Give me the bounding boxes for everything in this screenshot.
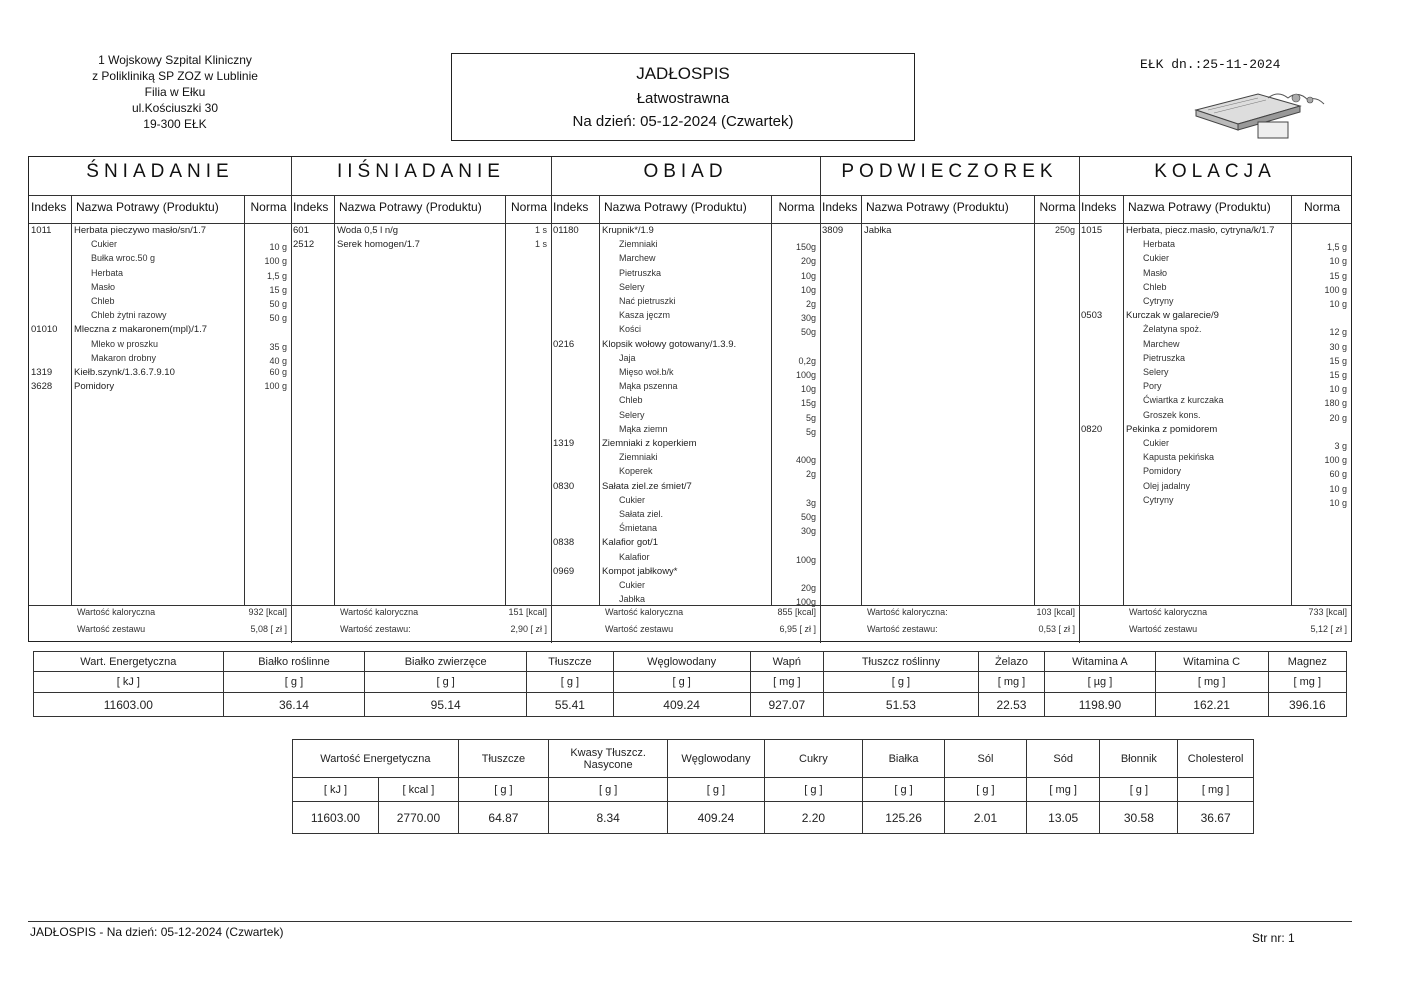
dish-name: Kurczak w galarecie/9 <box>1126 310 1219 322</box>
nutrient-header: Białko roślinne <box>223 652 365 672</box>
row-norm: 60 g <box>269 367 287 377</box>
row-norm: 250g <box>1054 225 1075 235</box>
kcal-label: Wartość kaloryczna: <box>867 607 948 617</box>
ingredient-name: Selery <box>1143 367 1169 377</box>
dish-name: Woda 0,5 l n/g <box>337 225 399 236</box>
label-nutrient-header: Sód <box>1026 740 1100 778</box>
row-index: 1015 <box>1081 225 1103 236</box>
cost-label: Wartość zestawu: <box>867 624 938 634</box>
ingredient-name: Masło <box>1143 267 1168 278</box>
row-index: 0820 <box>1081 423 1103 435</box>
label-nutrient-unit: [ kJ ] <box>293 778 379 802</box>
label-nutrient-value: 2770.00 <box>379 802 459 834</box>
page-number: Str nr: 1 <box>1252 931 1295 945</box>
row-norm: 150g <box>795 242 816 253</box>
dish-name: Kalafior got/1 <box>602 537 658 549</box>
ingredient-name: Bułka wroc.50 g <box>91 253 156 264</box>
label-nutrient-unit: [ mg ] <box>1178 778 1254 802</box>
ingredient-name: Nać pietruszki <box>619 296 676 306</box>
nutrient-unit: [ mg ] <box>978 672 1044 693</box>
cost-label: Wartość zestawu <box>77 624 146 634</box>
hospital-line: 19-300 EŁK <box>143 117 207 131</box>
column-header-norm: Norma <box>250 200 287 214</box>
row-norm: 3 g <box>1334 441 1347 451</box>
ingredient-name: Mleko w proszku <box>91 338 159 349</box>
title-box <box>451 53 915 141</box>
dish-name: Herbata pieczywo masło/sn/1.7 <box>74 225 207 236</box>
label-nutrient-unit: [ g ] <box>863 778 945 802</box>
row-norm: 15 g <box>1329 355 1347 366</box>
ingredient-name: Olej jadalny <box>1143 480 1191 491</box>
kcal-label: Wartość kaloryczna <box>605 607 684 617</box>
ingredient-name: Pietruszka <box>1143 352 1186 363</box>
dish-name: Pomidory <box>74 381 115 393</box>
row-index: 0830 <box>553 480 575 492</box>
ingredient-name: Pory <box>1143 381 1162 392</box>
ingredient-name: Jaja <box>619 352 636 363</box>
kcal-value: 103 [kcal] <box>1036 607 1075 617</box>
column-header-index: Indeks <box>293 200 329 214</box>
row-norm: 15 g <box>1329 370 1347 380</box>
energy-header: Wartość Energetyczna <box>293 740 459 778</box>
cost-value: 0,53 [ zł ] <box>1038 624 1075 634</box>
row-norm: 12 g <box>1329 327 1347 338</box>
row-index: 01010 <box>31 324 58 336</box>
meal-title-dinner: KOLACJA <box>1154 161 1276 182</box>
cost-value: 5,08 [ zł ] <box>250 624 287 634</box>
column-header-name: Nazwa Potrawy (Produktu) <box>866 200 1009 214</box>
row-norm: 30g <box>800 526 816 537</box>
nutrient-value: 927.07 <box>750 693 824 717</box>
ingredient-name: Cukier <box>619 580 646 590</box>
ingredient-name: Sałata ziel. <box>619 509 664 519</box>
row-norm: 60 g <box>1329 469 1347 480</box>
column-header-norm: Norma <box>1303 200 1340 214</box>
label-nutrient-unit: [ g ] <box>945 778 1027 802</box>
cost-value: 5,12 [ zł ] <box>1310 624 1347 634</box>
nutrient-value: 22.53 <box>978 693 1044 717</box>
row-norm: 1,5 g <box>266 270 287 281</box>
hospital-line: Filia w Ełku <box>144 85 206 99</box>
cost-label: Wartość zestawu: <box>340 624 411 634</box>
dish-name: Herbata, piecz.masło, cytryna/k/1.7 <box>1126 225 1275 236</box>
row-norm: 10 g <box>1329 384 1347 395</box>
nutrient-header: Tłuszcz roślinny <box>824 652 979 672</box>
label-nutrient-value: 13.05 <box>1026 802 1100 834</box>
column-header-index: Indeks <box>1081 200 1117 214</box>
row-index: 01180 <box>553 225 579 236</box>
label-nutrient-value: 125.26 <box>863 802 945 834</box>
nutrient-value: 1198.90 <box>1045 693 1156 717</box>
row-norm: 50 g <box>269 313 287 324</box>
row-index: 3809 <box>822 225 844 236</box>
nutrient-value: 36.14 <box>223 693 365 717</box>
ingredient-name: Śmietana <box>619 523 658 534</box>
nutrient-unit: [ µg ] <box>1045 672 1156 693</box>
label-nutrient-unit: [ mg ] <box>1026 778 1100 802</box>
row-norm: 100g <box>795 554 816 565</box>
row-norm: 0,2g <box>798 355 816 366</box>
label-nutrient-header: Tłuszcze <box>458 740 548 778</box>
ingredient-name: Masło <box>91 281 116 292</box>
label-nutrient-header: Kwasy Tłuszcz. Nasycone <box>549 740 668 778</box>
meal-title-lunch: OBIAD <box>643 161 728 182</box>
nutrient-header: Wapń <box>750 652 824 672</box>
ingredient-name: Kasza jęczm <box>619 310 671 321</box>
page-title: JADŁOSPIS <box>636 64 730 83</box>
menu-date: Na dzień: 05-12-2024 (Czwartek) <box>572 113 794 130</box>
footer-divider <box>28 921 1352 922</box>
label-nutrient-unit: [ g ] <box>1100 778 1178 802</box>
dish-name: Pekinka z pomidorem <box>1126 423 1218 435</box>
row-norm: 5g <box>805 426 816 437</box>
row-norm: 10g <box>800 270 816 281</box>
row-index: 1011 <box>31 225 52 236</box>
ingredient-name: Cukier <box>1143 253 1170 264</box>
row-norm: 30g <box>800 313 816 324</box>
ingredient-name: Groszek kons. <box>1143 409 1201 420</box>
nutrient-value: 11603.00 <box>34 693 224 717</box>
dish-name: Sałata ziel.ze śmiet/7 <box>602 480 692 492</box>
row-norm: 2g <box>805 469 816 480</box>
row-index: 0216 <box>553 338 575 350</box>
cost-value: 6,95 [ zł ] <box>779 624 816 634</box>
label-nutrient-value: 2.01 <box>945 802 1027 834</box>
diet-name: Łatwostrawna <box>636 90 730 107</box>
row-norm: 1,5 g <box>1326 242 1347 253</box>
kcal-value: 733 [kcal] <box>1308 607 1347 617</box>
row-index: 0838 <box>553 537 575 549</box>
ingredient-name: Żelatyna spoż. <box>1143 324 1202 335</box>
hospital-line: z Polikliniką SP ZOZ w Lublinie <box>92 69 258 83</box>
kcal-label: Wartość kaloryczna <box>340 607 419 617</box>
ingredient-name: Pietruszka <box>619 267 662 278</box>
row-norm: 400g <box>795 455 816 466</box>
row-index: 601 <box>293 225 309 236</box>
row-norm: 50 g <box>269 299 287 309</box>
nutrition-table-label <box>292 739 1254 834</box>
nutrient-unit: [ g ] <box>527 672 614 693</box>
label-nutrient-value: 2.20 <box>764 802 862 834</box>
row-norm: 20g <box>800 256 816 267</box>
ingredient-name: Herbata <box>91 267 124 278</box>
row-norm: 1 s <box>534 225 547 235</box>
ingredient-name: Cytryny <box>1143 494 1174 505</box>
label-nutrient-value: 8.34 <box>549 802 668 834</box>
ingredient-name: Chleb <box>91 296 115 306</box>
nutrient-value: 409.24 <box>613 693 750 717</box>
issue-date: EŁK dn.:25-11-2024 <box>1140 57 1281 72</box>
row-index: 0503 <box>1081 310 1103 322</box>
label-nutrient-header: Białka <box>863 740 945 778</box>
label-nutrient-header: Błonnik <box>1100 740 1178 778</box>
column-header-name: Nazwa Potrawy (Produktu) <box>76 200 219 214</box>
cost-value: 2,90 [ zł ] <box>510 624 547 634</box>
ingredient-name: Kości <box>619 324 642 335</box>
row-norm: 40 g <box>269 355 287 366</box>
dish-name: Serek homogen/1.7 <box>337 239 420 251</box>
row-norm: 100 g <box>1324 455 1347 466</box>
ingredient-name: Chleb żytni razowy <box>91 310 167 321</box>
label-nutrient-value: 36.67 <box>1178 802 1254 834</box>
dish-name: Krupnik*/1.9 <box>602 225 654 236</box>
nutrient-header: Witamina C <box>1155 652 1268 672</box>
row-norm: 10 g <box>269 242 287 253</box>
row-norm: 5g <box>805 412 816 423</box>
dish-name: Ziemniaki z koperkiem <box>602 438 697 449</box>
column-header-index: Indeks <box>553 200 589 214</box>
row-norm: 20g <box>800 583 816 593</box>
ingredient-name: Ziemniaki <box>619 452 658 463</box>
nutrient-unit: [ mg ] <box>750 672 824 693</box>
label-nutrient-value: 11603.00 <box>293 802 379 834</box>
row-index: 2512 <box>293 239 315 251</box>
row-norm: 15 g <box>1329 270 1347 281</box>
label-nutrient-value: 30.58 <box>1100 802 1178 834</box>
ingredient-name: Herbata <box>1143 239 1176 250</box>
dish-name: Klopsik wołowy gotowany/1.3.9. <box>602 338 737 350</box>
label-nutrient-unit: [ g ] <box>668 778 764 802</box>
column-header-name: Nazwa Potrawy (Produktu) <box>1128 200 1271 214</box>
row-norm: 10 g <box>1329 256 1347 267</box>
column-header-norm: Norma <box>510 200 547 214</box>
nutrient-header: Wart. Energetyczna <box>34 652 224 672</box>
nutrient-unit: [ mg ] <box>1268 672 1346 693</box>
column-header-index: Indeks <box>822 200 858 214</box>
row-norm: 10g <box>800 384 816 395</box>
meal-title-second-breakfast: IIŚNIADANIE <box>337 161 505 182</box>
ingredient-name: Mięso woł.b/k <box>619 367 674 377</box>
row-index: 1319 <box>553 438 575 449</box>
ingredient-name: Cukier <box>619 494 646 505</box>
ingredient-name: Mąka ziemn <box>619 423 668 434</box>
hospital-line: 1 Wojskowy Szpital Kliniczny <box>98 53 252 67</box>
nutrient-unit: [ g ] <box>223 672 365 693</box>
column-header-name: Nazwa Potrawy (Produktu) <box>339 200 482 214</box>
footer-title: JADŁOSPIS - Na dzień: 05-12-2024 (Czwartek) <box>30 925 284 939</box>
row-index: 1319 <box>31 367 53 378</box>
nutrient-value: 95.14 <box>365 693 527 717</box>
row-norm: 10 g <box>1329 483 1347 494</box>
row-norm: 10 g <box>1329 497 1347 508</box>
row-norm: 35 g <box>269 341 287 352</box>
label-nutrient-unit: [ g ] <box>764 778 862 802</box>
ingredient-name: Kalafior <box>619 551 650 562</box>
book-illustration <box>1188 88 1334 140</box>
row-norm: 15g <box>800 398 816 409</box>
ingredient-name: Chleb <box>619 395 643 406</box>
ingredient-name: Koperek <box>619 466 653 477</box>
column-header-norm: Norma <box>1039 200 1076 214</box>
ingredient-name: Makaron drobny <box>91 352 157 363</box>
label-nutrient-value: 64.87 <box>458 802 548 834</box>
dish-name: Mleczna z makaronem(mpl)/1.7 <box>74 324 208 336</box>
row-norm: 50g <box>800 512 816 522</box>
meal-title-afternoon-snack: PODWIECZOREK <box>841 161 1058 182</box>
nutrient-header: Witamina A <box>1045 652 1156 672</box>
label-nutrient-unit: [ g ] <box>549 778 668 802</box>
row-norm: 15 g <box>269 284 287 295</box>
ingredient-name: Cytryny <box>1143 296 1174 306</box>
ingredient-name: Ćwiartka z kurczaka <box>1143 395 1224 406</box>
row-norm: 2g <box>805 299 816 309</box>
row-norm: 10g <box>800 284 816 295</box>
ingredient-name: Ziemniaki <box>619 239 658 250</box>
nutrient-unit: [ kJ ] <box>34 672 224 693</box>
ingredient-name: Marchew <box>619 253 656 264</box>
nutrient-unit: [ g ] <box>365 672 527 693</box>
nutrition-table-main <box>33 651 1347 717</box>
ingredient-name: Cukier <box>91 239 118 250</box>
nutrient-value: 55.41 <box>527 693 614 717</box>
label-nutrient-unit: [ kcal ] <box>379 778 459 802</box>
cost-label: Wartość zestawu <box>605 624 674 634</box>
row-norm: 100 g <box>264 381 287 392</box>
row-norm: 20 g <box>1329 412 1347 423</box>
nutrient-header: Tłuszcze <box>527 652 614 672</box>
ingredient-name: Chleb <box>1143 281 1167 292</box>
ingredient-name: Pomidory <box>1143 466 1182 477</box>
nutrient-value: 51.53 <box>824 693 979 717</box>
row-norm: 180 g <box>1324 398 1347 409</box>
kcal-value: 932 [kcal] <box>248 607 287 617</box>
kcal-label: Wartość kaloryczna <box>1129 607 1208 617</box>
row-norm: 100g <box>795 370 816 380</box>
kcal-label: Wartość kaloryczna <box>77 607 156 617</box>
label-nutrient-value: 409.24 <box>668 802 764 834</box>
row-index: 3628 <box>31 381 53 393</box>
nutrient-header: Węglowodany <box>613 652 750 672</box>
cost-label: Wartość zestawu <box>1129 624 1198 634</box>
kcal-value: 151 [kcal] <box>508 607 547 617</box>
kcal-value: 855 [kcal] <box>777 607 816 617</box>
column-header-index: Indeks <box>31 200 67 214</box>
label-nutrient-header: Węglowodany <box>668 740 764 778</box>
dish-name: Kompot jabłkowy* <box>602 565 678 577</box>
row-norm: 1 s <box>534 239 547 250</box>
column-header-name: Nazwa Potrawy (Produktu) <box>604 200 747 214</box>
nutrient-unit: [ mg ] <box>1155 672 1268 693</box>
row-norm: 3g <box>805 497 816 508</box>
ingredient-name: Mąka pszenna <box>619 381 678 392</box>
ingredient-name: Marchew <box>1143 338 1180 349</box>
hospital-address <box>60 52 290 132</box>
nutrient-unit: [ g ] <box>824 672 979 693</box>
label-nutrient-header: Cholesterol <box>1178 740 1254 778</box>
nutrient-header: Magnez <box>1268 652 1346 672</box>
ingredient-name: Kapusta pekińska <box>1143 452 1215 463</box>
row-norm: 30 g <box>1329 341 1347 352</box>
row-index: 0969 <box>553 565 575 577</box>
ingredient-name: Jabłka <box>619 594 646 605</box>
row-norm: 100 g <box>1324 284 1347 295</box>
row-norm: 100 g <box>264 256 287 267</box>
dish-name: Jabłka <box>864 225 892 236</box>
nutrient-unit: [ g ] <box>613 672 750 693</box>
label-nutrient-header: Sól <box>945 740 1027 778</box>
column-header-norm: Norma <box>778 200 815 214</box>
ingredient-name: Selery <box>619 281 645 292</box>
label-nutrient-header: Cukry <box>764 740 862 778</box>
menu-table <box>28 156 1352 642</box>
label-nutrient-unit: [ g ] <box>458 778 548 802</box>
row-norm: 10 g <box>1329 299 1347 309</box>
nutrient-value: 396.16 <box>1268 693 1346 717</box>
meal-title-breakfast: ŚNIADANIE <box>86 161 234 182</box>
nutrient-header: Żelazo <box>978 652 1044 672</box>
nutrient-header: Białko zwierzęce <box>365 652 527 672</box>
dish-name: Kiełb.szynk/1.3.6.7.9.10 <box>74 367 175 378</box>
nutrient-value: 162.21 <box>1155 693 1268 717</box>
hospital-line: ul.Kościuszki 30 <box>131 101 219 115</box>
row-norm: 100g <box>795 597 816 608</box>
ingredient-name: Cukier <box>1143 438 1170 448</box>
ingredient-name: Selery <box>619 409 645 420</box>
row-norm: 50g <box>800 327 816 338</box>
